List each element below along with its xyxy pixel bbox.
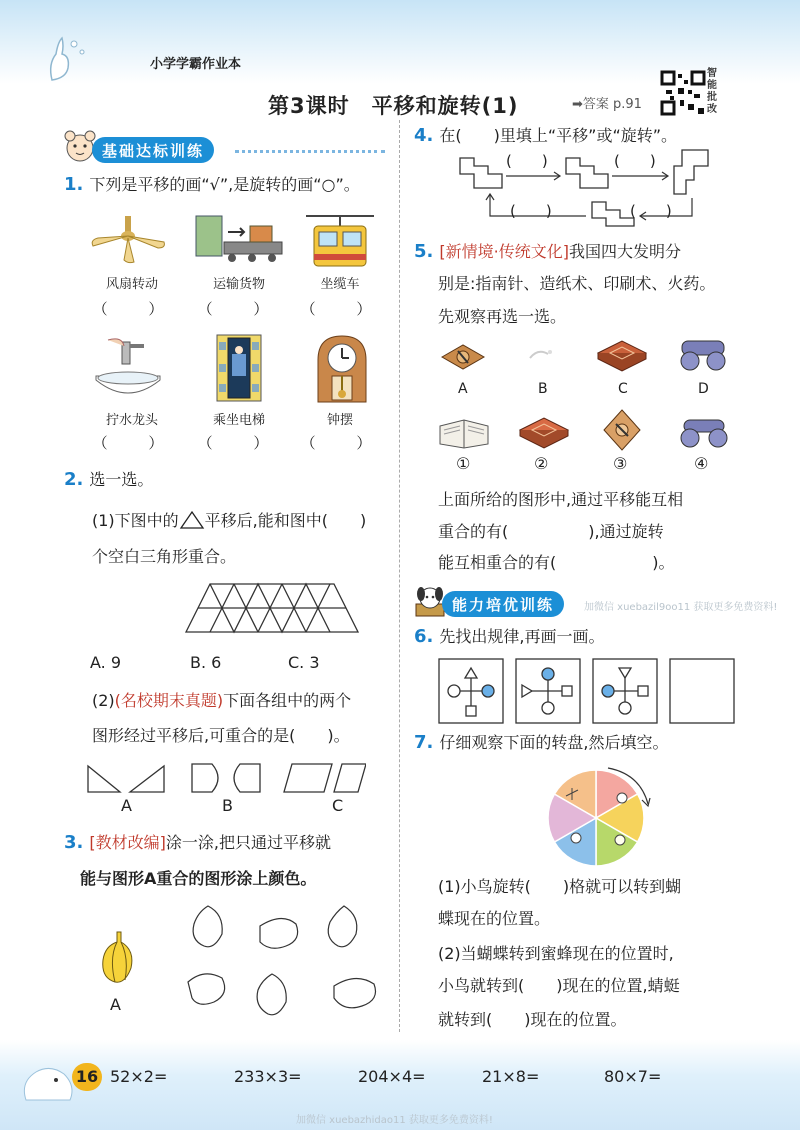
shape-label-b: B (222, 796, 233, 815)
compass-b-icon (520, 340, 560, 370)
question-2-title: 2. 选一选。 (64, 469, 154, 490)
watermark-text: 加微信 xuebazil9oo11 获取更多免费资料! (584, 602, 778, 613)
q2-option-b[interactable]: B. 6 (190, 653, 222, 672)
faucet-sink-icon (88, 336, 168, 402)
q5-answer-line1: 上面所给的图形中,通过平移能互相 (438, 490, 684, 509)
banana-a-icon (95, 928, 139, 988)
rabbit-footer-icon (20, 1052, 76, 1102)
q5-label-2: ② (534, 454, 549, 473)
column-divider (399, 120, 400, 1032)
qr-code-icon[interactable] (660, 70, 706, 116)
q1-item-label: 乘坐电梯 (212, 413, 265, 428)
elevator-icon (216, 334, 262, 402)
shape-label-a: A (121, 796, 132, 815)
q1-item-label: 钟摆 (326, 413, 353, 428)
q7-part1-line2: 蝶现在的位置。 (438, 909, 551, 928)
q5-label-3: ③ (613, 454, 628, 473)
q1-answer-paren[interactable]: （ ） (300, 434, 390, 452)
q4-paren-2[interactable]: ( ) (614, 152, 656, 170)
q4-paren-4[interactable]: ( ) (630, 202, 672, 220)
printing-block-c-icon (594, 335, 650, 373)
q7-part1-line1[interactable]: (1)小鸟旋转( )格就可以转到蝴 (438, 877, 682, 896)
q5-label-d: D (698, 381, 709, 397)
conveyor-cargo-icon (194, 212, 284, 268)
q5-label-4: ④ (694, 454, 709, 473)
calc-item[interactable]: 52×2= (110, 1067, 168, 1086)
lesson-title: 第3课时 平移和旋转(1) (268, 94, 519, 118)
q2-option-a[interactable]: A. 9 (90, 653, 122, 672)
q1-answer-paren[interactable]: （ ） (197, 434, 287, 452)
q1-item-label: 运输货物 (212, 277, 265, 292)
section-badge-basic: 基础达标训练 (92, 137, 214, 163)
q5-label-c: C (618, 381, 628, 397)
book-1-icon (436, 414, 492, 450)
q1-item-label: 坐缆车 (320, 277, 360, 292)
q5-answer-line3[interactable]: 能互相重合的有( )。 (438, 553, 675, 572)
qr-label: 智能批改 (707, 68, 717, 115)
spinner-wheel (536, 760, 656, 870)
question-3-line2: 能与图形A重合的图形涂上颜色。 (80, 869, 317, 888)
triangle-icon (179, 510, 205, 530)
q1-item-label: 风扇转动 (105, 277, 158, 292)
q7-part2-line3[interactable]: 就转到( )现在的位置。 (438, 1010, 627, 1029)
q2-part2-line2: 图形经过平移后,可重合的是( )。 (92, 726, 350, 745)
q4-transform-diagram (456, 146, 726, 228)
triangle-grid-figure (184, 582, 360, 634)
q2-part2-line1: (2)(名校期末真题)下面各组中的两个 (92, 691, 352, 710)
question-5-line1: 5. [新情境·传统文化]我国四大发明分 (414, 241, 681, 262)
footer-watermark: 加微信 xuebazhidao11 获取更多免费资料! (296, 1115, 493, 1126)
cannon-d-icon (676, 333, 732, 373)
q7-part2-line1: (2)当蝴蝶转到蜜蜂现在的位置时, (438, 944, 674, 963)
answer-reference: ➡答案 p.91 (572, 97, 642, 112)
q1-answer-paren[interactable]: （ ） (197, 300, 287, 318)
q5-label-1: ① (456, 454, 471, 473)
calc-item[interactable]: 233×3= (234, 1067, 302, 1086)
dotted-line (235, 150, 385, 153)
q4-paren-3[interactable]: ( ) (510, 202, 552, 220)
question-1-text: 1. 下列是平移的画“√”,是旋转的画“○”。 (64, 174, 360, 195)
q1-answer-paren[interactable]: （ ） (300, 300, 390, 318)
page-number: 16 (72, 1063, 102, 1091)
banana-label-a: A (110, 995, 121, 1014)
q1-item-label: 拧水龙头 (105, 413, 158, 428)
book-name: 小学学霸作业本 (150, 57, 242, 72)
question-3-line1: 3. [教材改编]涂一涂,把只通过平移就 (64, 832, 331, 853)
pendulum-clock-icon (312, 334, 372, 404)
question-4-text: 4. 在( )里填上“平移”或“旋转”。 (414, 125, 678, 146)
calc-item[interactable]: 21×8= (482, 1067, 540, 1086)
question-7-text: 7. 仔细观察下面的转盘,然后填空。 (414, 732, 669, 753)
shape-label-c: C (332, 796, 344, 815)
q1-answer-paren[interactable]: （ ） (92, 434, 182, 452)
q2-option-c[interactable]: C. 3 (288, 653, 320, 672)
compass-3-icon (602, 408, 642, 452)
calc-item[interactable]: 80×7= (604, 1067, 662, 1086)
section-badge-advanced: 能力培优训练 (442, 591, 564, 617)
ceiling-fan-icon (88, 216, 168, 266)
printing-block-2-icon (516, 412, 572, 450)
cannon-4-icon (676, 410, 732, 450)
q1-answer-paren[interactable]: （ ） (92, 300, 182, 318)
rabbit-decoration-icon (38, 34, 90, 86)
question-5-line3: 先观察再选一选。 (438, 307, 567, 326)
cable-car-icon (306, 210, 374, 270)
q4-paren-1[interactable]: ( ) (506, 152, 548, 170)
question-6-text: 6. 先找出规律,再画一画。 (414, 626, 605, 647)
q5-label-b: B (538, 381, 548, 397)
q2-part1-line2: 个空白三角形重合。 (92, 547, 237, 566)
q2-part1-line1: (1)下图中的 平移后,能和图中( ) (92, 511, 367, 530)
question-5-line2: 别是:指南针、造纸术、印刷术、火药。 (438, 274, 716, 293)
q5-answer-line2[interactable]: 重合的有( ),通过旋转 (438, 522, 664, 541)
calc-item[interactable]: 204×4= (358, 1067, 426, 1086)
shape-pairs-figure (86, 760, 366, 794)
q6-pattern-boxes (438, 658, 738, 724)
q5-label-a: A (458, 381, 468, 397)
compass-a-icon (438, 337, 488, 373)
q7-part2-line2[interactable]: 小鸟就转到( )现在的位置,蜻蜓 (438, 976, 680, 995)
banana-outlines-figure[interactable] (184, 902, 384, 1022)
